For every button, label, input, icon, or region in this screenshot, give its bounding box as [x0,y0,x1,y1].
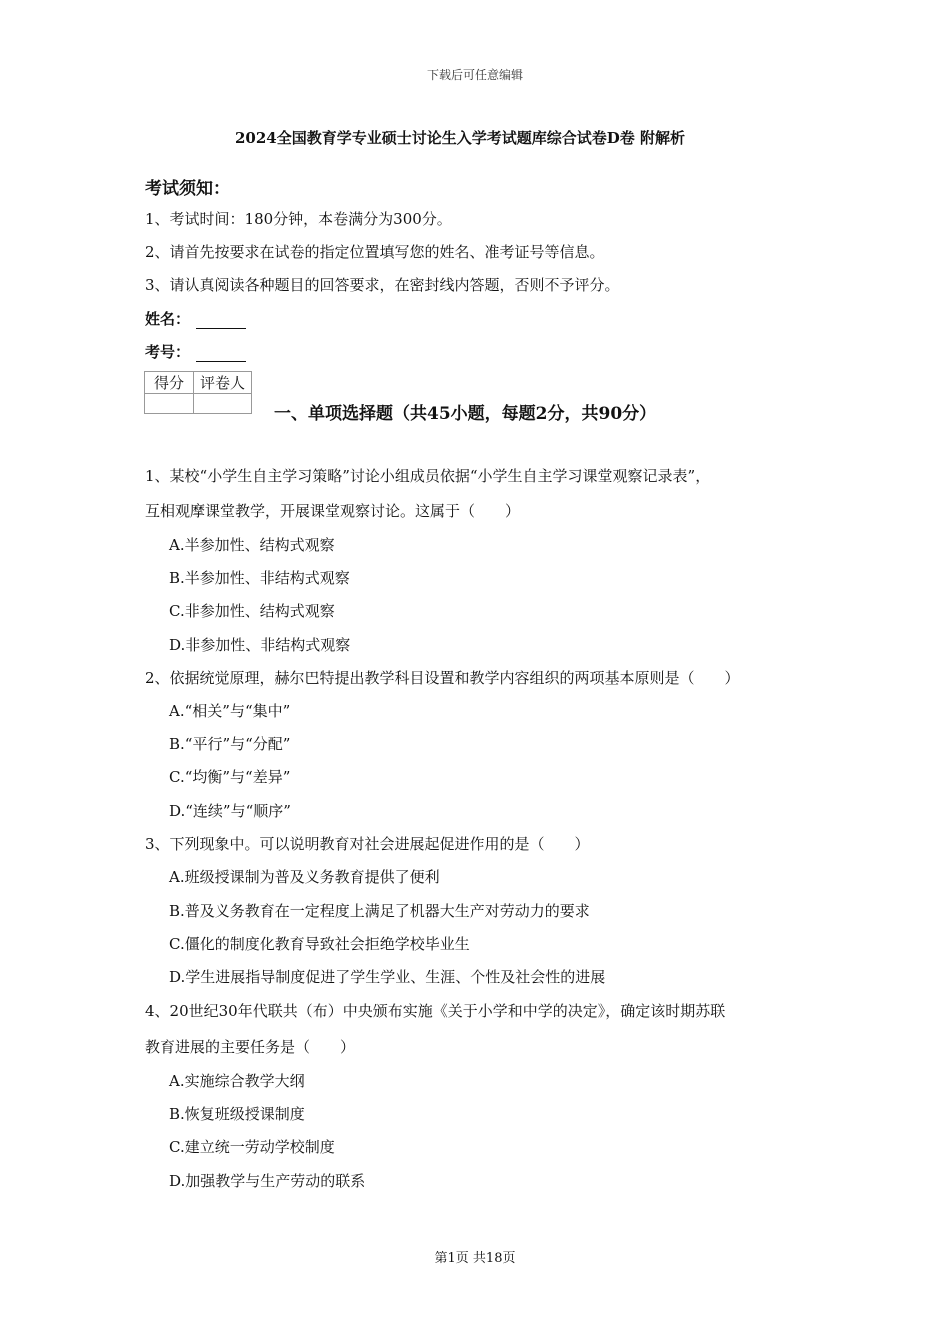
document-title: 2024全国教育学专业硕士讨论生入学考试题库综合试卷D卷 附解析 [235,129,685,147]
option-b: B.“平行”与“分配” [169,735,291,753]
question-stem: 教育进展的主要任务是（ ） [145,1038,356,1056]
option-d: D.加强教学与生产劳动的联系 [169,1172,366,1190]
question-stem: 3、下列现象中。可以说明教育对社会进展起促进作用的是（ ） [145,835,590,853]
score-header: 得分 [145,372,194,394]
question-stem: 2、依据统觉原理，赫尔巴特提出教学科目设置和教学内容组织的两项基本原则是（ ） [145,669,740,687]
option-a: A.半参加性、结构式观察 [169,536,335,554]
grader-cell[interactable] [194,394,252,414]
option-c: C.“均衡”与“差异” [169,768,291,786]
name-label: 姓名： [145,310,191,328]
notice-heading: 考试须知： [145,179,230,199]
question-stem: 1、某校“小学生自主学习策略”讨论小组成员依据“小学生自主学习课堂观察记录表”， [145,467,711,485]
option-b: B.恢复班级授课制度 [169,1105,305,1123]
option-d: D.非参加性、非结构式观察 [169,636,351,654]
header-note: 下载后可任意编辑 [426,68,523,82]
name-blank[interactable] [196,312,246,329]
option-a: A.班级授课制为普及义务教育提供了便利 [169,868,440,886]
option-d: D.学生进展指导制度促进了学生学业、生涯、个性及社会性的进展 [169,968,606,986]
notice-item: 2、请首先按要求在试卷的指定位置填写您的姓名、准考证号等信息。 [145,243,605,261]
option-a: A.“相关”与“集中” [169,702,291,720]
score-cell[interactable] [145,394,194,414]
name-field [145,308,246,329]
grader-header: 评卷人 [194,372,252,394]
notice-item: 3、请认真阅读各种题目的回答要求，在密封线内答题，否则不予评分。 [145,276,620,294]
id-blank[interactable] [196,345,246,362]
id-label: 考号： [145,343,191,361]
question-stem: 互相观摩课堂教学，开展课堂观察讨论。这属于（ ） [145,502,521,520]
option-c: C.建立统一劳动学校制度 [169,1138,335,1156]
page-footer: 第1页 共18页 [434,1251,516,1266]
question-stem: 4、20世纪30年代联共（布）中央颁布实施《关于小学和中学的决定》，确定该时期苏联 [145,1002,726,1020]
id-field [145,341,246,362]
option-b: B.半参加性、非结构式观察 [169,569,350,587]
score-table [144,371,252,414]
notice-item: 1、考试时间：180分钟，本卷满分为300分。 [145,210,452,228]
option-c: C.僵化的制度化教育导致社会拒绝学校毕业生 [169,935,470,953]
option-b: B.普及义务教育在一定程度上满足了机器大生产对劳动力的要求 [169,902,590,920]
option-d: D.“连续”与“顺序” [169,802,291,820]
section-title: 一、单项选择题（共45小题，每题2分，共90分） [274,404,657,424]
option-a: A.实施综合教学大纲 [169,1072,305,1090]
option-c: C.非参加性、结构式观察 [169,602,335,620]
